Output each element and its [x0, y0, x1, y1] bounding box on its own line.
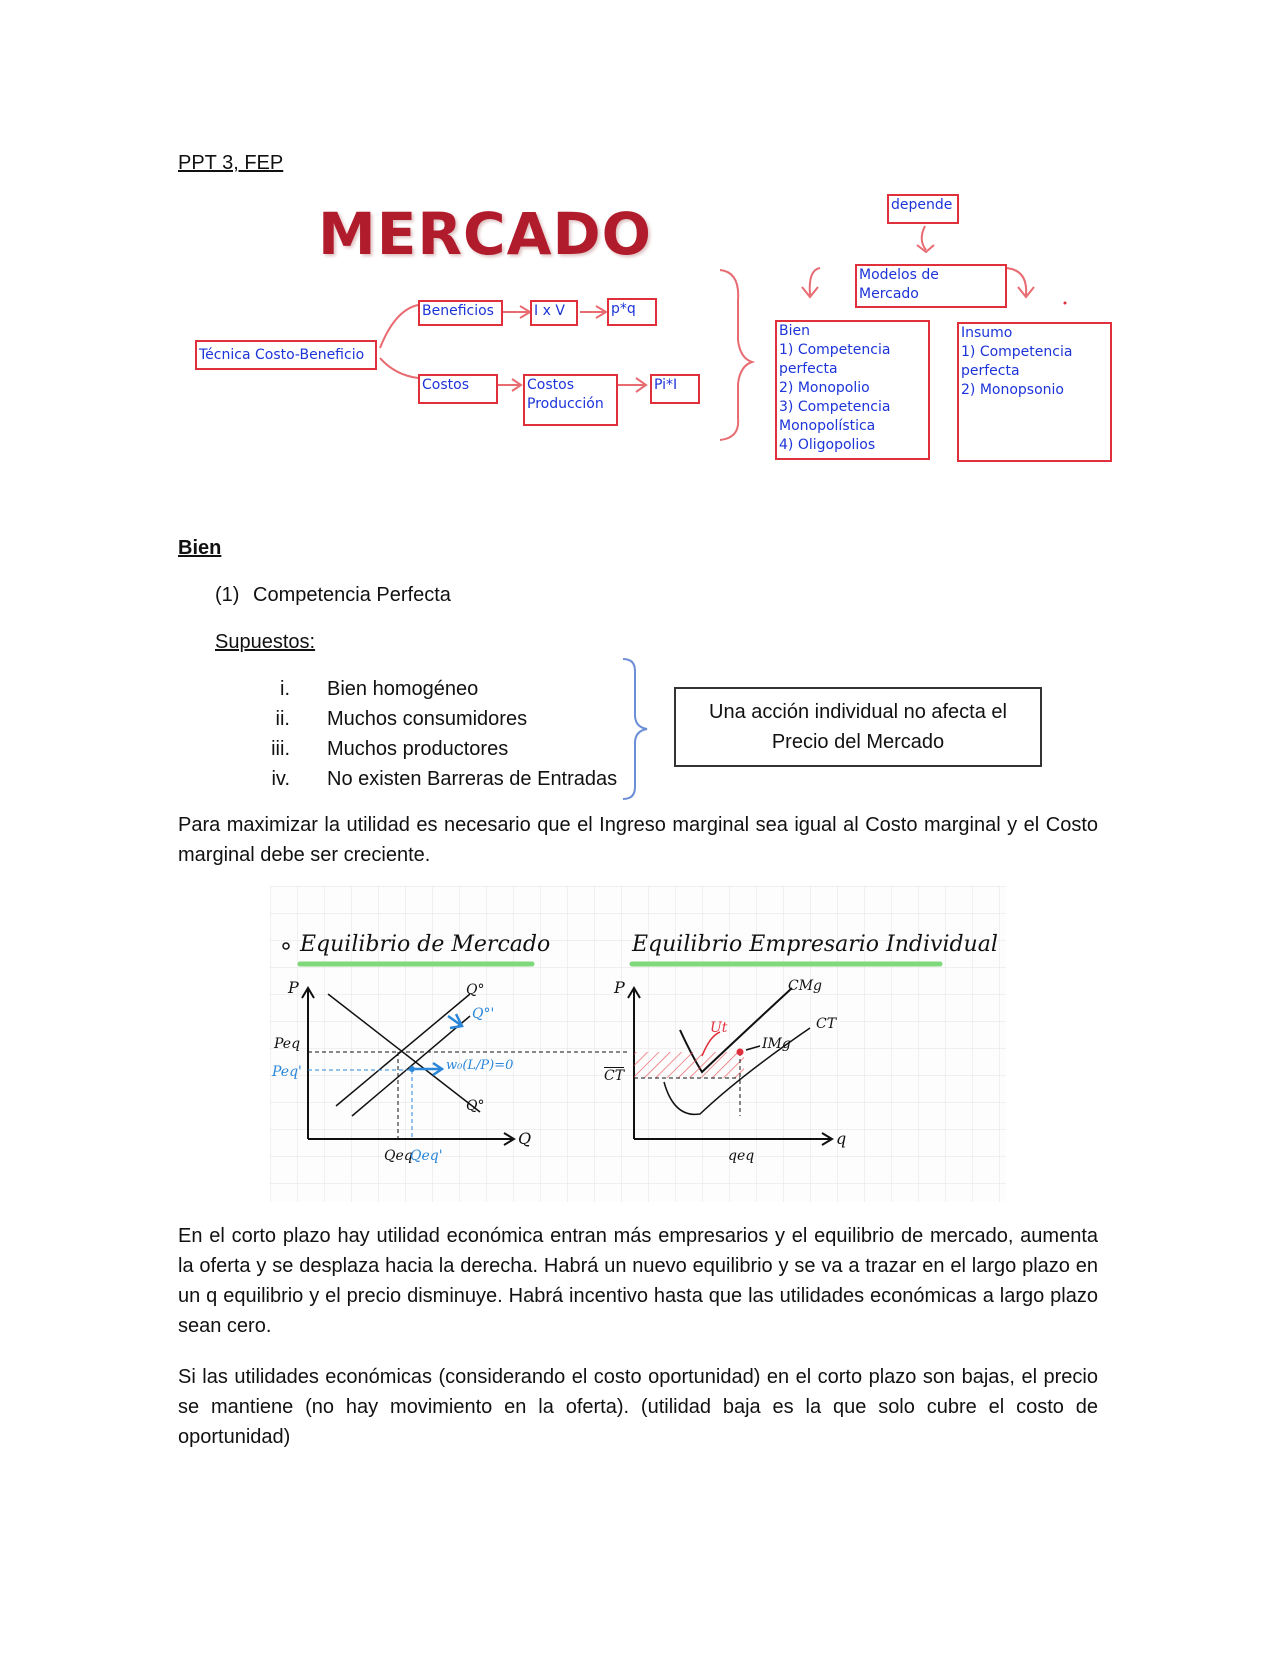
assumptions-list [250, 674, 630, 798]
peq-shift-label: Peq' [272, 1064, 302, 1080]
paragraph-2: En el corto plazo hay utilidad económica entran más empresarios y el equilibrio de mercado, aumenta la oferta y se desplaza hacia la derecha. Habrá un nuevo equilibrio y se va a trazar en el largo plazo en un q equilibrio y el precio disminuye. Habrá incentivo hasta que las utilidades económicas a largo plazo sean cero. [178, 1225, 1098, 1337]
pi-box: Pi*I [650, 374, 700, 404]
technique-box: Técnica Costo-Beneficio [195, 340, 377, 370]
img-label: IMg [762, 1036, 791, 1052]
mercado-title: MERCADO [318, 200, 652, 268]
depends-box: depende [887, 194, 959, 224]
list-item: Muchos productores [327, 738, 509, 760]
paragraph-1: Para maximizar la utilidad es necesario que el Ingreso marginal sea igual al Costo marginal y el Costo marginal debe ser creciente. [178, 814, 1098, 866]
production-costs-line: Producción [527, 396, 604, 412]
note-line: Precio del Mercado [771, 731, 945, 753]
list-item-number: ii. [275, 708, 290, 730]
list-number: (1) [215, 584, 240, 606]
costs-box: Costos [418, 374, 498, 404]
bien-line: Bien [779, 323, 810, 339]
demand-label: Q° [466, 1098, 485, 1114]
ut-label: Ut [710, 1020, 728, 1036]
insumo-line: perfecta [961, 363, 1020, 379]
qeq-shift-label: Qeq' [410, 1148, 443, 1164]
ixv-box: I x V [530, 300, 578, 326]
list-title: Competencia Perfecta [253, 584, 451, 606]
note-box [674, 687, 1042, 767]
insumo-line: Insumo [961, 325, 1013, 341]
sketch-figure [270, 886, 1006, 1202]
list-item-number: iii. [271, 738, 290, 760]
qeq-label: Qeq [384, 1148, 413, 1164]
left-sketch-title: Equilibrio de Mercado [300, 932, 551, 957]
q-axis-label: Q [518, 1129, 532, 1148]
list-item-number: i. [280, 678, 290, 700]
bien-line: Monopolística [779, 418, 876, 434]
list-item-number: iv. [271, 768, 290, 790]
list-item: No existen Barreras de Entradas [327, 768, 618, 790]
paragraph-3: Si las utilidades económicas (considerando el costo oportunidad) en el corto plazo son bajas, el precio se mantiene (no hay movimiento en la oferta). (utilidad baja es la que solo cubre el costo de oportunidad) [178, 1366, 1098, 1448]
pq-box: p*q [607, 298, 657, 326]
bien-line: 1) Competencia [779, 342, 891, 358]
models-box [855, 264, 1007, 308]
peq-label: Peq [274, 1036, 301, 1052]
arrow-to-benefits [380, 305, 418, 348]
note-line: Una acción individual no afecta el [709, 701, 1007, 723]
supply-shift-label: Q°' [472, 1006, 495, 1022]
list-item: Muchos consumidores [327, 708, 528, 730]
models-line: Modelos de [859, 267, 939, 283]
p-axis-label: P [288, 978, 299, 997]
insumo-line: 2) Monopsonio [961, 382, 1064, 398]
p-axis-label-right: P [614, 978, 625, 997]
arrow-to-costs [380, 358, 418, 378]
models-line: Mercado [859, 286, 919, 302]
q-axis-label-right: q [836, 1129, 847, 1148]
wage-label: w₀(L/P)=0 [446, 1058, 514, 1073]
bien-box [775, 320, 930, 460]
supply-label: Q° [466, 982, 485, 998]
ct-label: CT [816, 1016, 837, 1032]
insumo-line: 1) Competencia [961, 344, 1073, 360]
bien-line: 2) Monopolio [779, 380, 870, 396]
doc-header: PPT 3, FEP [178, 152, 284, 174]
production-costs-box [523, 374, 618, 426]
bien-line: perfecta [779, 361, 838, 377]
qeq-small-label: qeq [728, 1148, 755, 1164]
bien-line: 3) Competencia [779, 399, 891, 415]
cmg-label: CMg [788, 978, 823, 994]
assumptions-label: Supuestos: [215, 631, 316, 653]
ct-bar-label: $\overline{CT}$ [604, 1068, 625, 1084]
assumptions-brace [615, 655, 655, 805]
right-sketch-title: Equilibrio Empresario Individual [632, 932, 998, 957]
bien-line: 4) Oligopolios [779, 437, 876, 453]
list-item: Bien homogéneo [327, 678, 479, 700]
production-costs-line: Costos [527, 377, 574, 393]
benefits-box: Beneficios [418, 300, 503, 326]
insumo-box [957, 322, 1112, 462]
section-heading: Bien [178, 537, 222, 559]
